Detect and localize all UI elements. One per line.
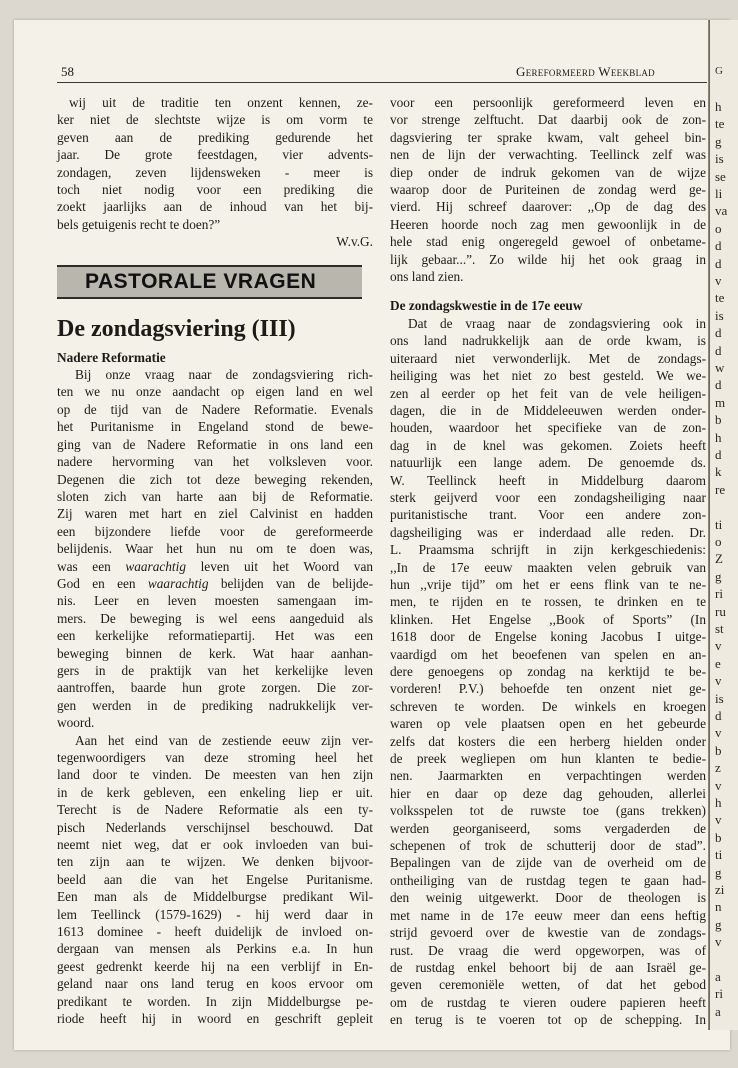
next-page-fragment: v	[715, 673, 722, 689]
paragraph	[390, 315, 706, 1029]
next-page-fragment: b	[715, 412, 722, 428]
text-line: Zij waren met hart en ziel Calvinist en hadden	[57, 506, 373, 522]
text-line: dagen, die in de Middeleeuwen werden onder-	[390, 402, 706, 418]
text-line: uiteraard niet verwonderlijk. Met de zondags-	[390, 350, 706, 366]
next-page-fragment: d	[715, 708, 722, 723]
text-line: jaar. De grote feestdagen, vier advents-	[57, 147, 373, 163]
text-line: aantroffen, baarde hun grote zorgen. Die zor-	[57, 680, 373, 696]
text-line: op de tijd van de Nadere Reformatie. Evenals	[57, 401, 373, 417]
next-page-fragment: o	[715, 220, 722, 236]
next-page-fragment: h	[715, 795, 722, 810]
next-page-fragment: te	[715, 290, 725, 306]
text-line: ons land zien.	[390, 269, 464, 285]
next-page-fragment: h	[715, 429, 722, 445]
text-line: rust. De vraag die werd opgeworpen, was of	[390, 942, 706, 958]
next-page-fragment: g	[715, 568, 722, 584]
paragraph	[390, 94, 706, 285]
text-line: Aan het eind van de zestiende eeuw zijn ver-	[75, 732, 373, 748]
text-line: Degenen die zich tot deze beweging rekenden,	[57, 471, 373, 487]
text-line: nis. Leer en leven moesten samengaan im-	[57, 593, 373, 609]
next-page-fragment: b	[715, 829, 722, 845]
text-line: Bij onze vraag naar de zondagsviering rich-	[75, 367, 373, 383]
text-line: nen de lijn der verwachting. Teellinck zelf was	[390, 147, 706, 163]
text-line: dagsheiliging was er inderdaad alle reden. Dr.	[390, 524, 706, 540]
paragraph	[57, 366, 373, 557]
next-page-fragment: d	[715, 342, 722, 358]
next-page-fragment: w	[715, 360, 725, 375]
right-column	[390, 94, 706, 1029]
text-line: natuurlijk een lange adem. De genoemde ds.	[390, 455, 706, 471]
paragraph	[57, 732, 373, 1028]
text-line: om de rustdag te vieren oudere papieren heeft	[390, 994, 706, 1010]
next-page-fragment: re	[715, 481, 726, 497]
text-line: Een man als de Middelburgse predikant Wil-	[57, 889, 373, 905]
text-line: lijk gebaar...”. Zo wilde hij het ook graag in	[390, 251, 706, 267]
text-line: den weinig uitgewerkt. Door de theologen is	[390, 890, 706, 906]
next-page-fragment: z	[715, 760, 721, 776]
text-line: men, te rijden en te rossen, te drinken en te	[390, 594, 706, 610]
text-line: 1613 dominee - heeft duidelijk de invloed on-	[57, 924, 373, 940]
text-line: gen werden in de prediking nadrukkelijk ver-	[57, 697, 373, 713]
subheading-nadere-reformatie: Nadere Reformatie	[57, 349, 166, 365]
text-line: ging van de Nadere Reformatie in ons land een	[57, 436, 373, 452]
text-line: puritanistische trant. Voor een andere zon-	[390, 507, 706, 523]
text-line: wij uit de traditie ten onzent kennen, ze-	[69, 95, 373, 110]
text-line: vor strenge zelftucht. Dat daarbij ook de zon-	[390, 112, 706, 128]
text-line: tegenwoordigers van deze stroming heel het	[57, 750, 373, 765]
text-line: waren op vele plaatsen open en het gebeurde	[390, 716, 706, 732]
text-line: hier en daar op deze dag gehouden, allerlei	[390, 785, 706, 801]
header-rule	[57, 82, 707, 83]
next-page-fragment: is	[715, 690, 724, 706]
text-line: het Puritanisme in Engeland stond de bewe-	[57, 419, 373, 435]
next-page-fragment: g	[715, 864, 722, 880]
next-page-fragment: d	[715, 255, 722, 271]
text-line: neemt niet weg, dat er ook invloeden van bui-	[57, 837, 373, 853]
text-line: heiliging was het niet zo best gesteld. We we-	[390, 368, 706, 384]
text-line: ten zijn aan te wijzen. We denken bijvoor-	[57, 854, 373, 870]
next-page-edge	[710, 20, 738, 1030]
next-page-fragment: e	[715, 655, 721, 671]
text-line: in de kerk gebleven, een enkeling liep er uit.	[57, 784, 373, 800]
text-line: W. Teellinck heeft in Middelburg daarom	[390, 472, 706, 488]
text-line: Dat de vraag naar de zondagsviering ook in	[408, 315, 706, 331]
text-line: ker niet de slechtste wijze is om vorm te	[57, 112, 373, 128]
text-line: ontheiliging van de rustdag tegen te gaan had-	[390, 872, 706, 888]
text-line: sloten zich van harte aan bij de Reformatie.	[57, 488, 373, 504]
text-line: geland naar ons land terug en koos ervoor om	[57, 976, 373, 992]
text-line: zelfs dat kosters die een herberg hielden onder	[390, 733, 706, 749]
next-page-fragment: v	[715, 777, 722, 793]
emphasis: waarachtig	[125, 558, 186, 574]
next-page-fragment: ri	[715, 586, 723, 602]
closing-quote	[57, 94, 373, 233]
text-line: hun ,,vrije tijd” om het er eens flink van te ne-	[390, 576, 706, 592]
next-page-fragment: a	[715, 1003, 721, 1019]
text-line: lem Teellinck (1579-1629) - hij werd daar in	[57, 906, 373, 922]
next-page-fragment: d	[715, 377, 722, 393]
text-line: pisch Nederlands verschijnsel beschouwd. Dat	[57, 819, 373, 835]
page-number: 58	[61, 64, 74, 79]
text-line: dagsviering ter sprake kwam, valt geheel bin-	[390, 129, 706, 145]
text-line: riode heeft hij in woord en geschrift gepleit	[57, 1011, 373, 1027]
next-page-fragment: m	[715, 394, 726, 410]
text-line: nen. Jaarmarkten en verpachtingen werden	[390, 768, 706, 784]
section-label: PASTORALE VRAGEN	[85, 269, 317, 293]
text-line: geest gedrenkt keerde hij na een verblijf in En-	[57, 958, 373, 974]
text-line: belijdenis. Waar het hun nu om te doen was,	[57, 541, 373, 557]
next-page-fragment: v	[715, 638, 722, 654]
text-line: strijd gevoerd over de kwestie van de zondags-	[390, 925, 706, 941]
text-line: schreven te worden. De winkels en kroegen	[390, 698, 706, 714]
text-line: de rustdag enkel behoort bij de aan Israël ge-	[390, 959, 706, 975]
next-page-fragment: b	[715, 742, 722, 758]
section-banner	[57, 265, 362, 299]
text-line: zoekt jaarlijks aan de inhoud van het bij-	[57, 199, 373, 215]
next-page-header-fragment: G	[715, 65, 723, 77]
text-line: dergaan van mensen als Perkins e.a. In hun	[57, 941, 373, 957]
next-page-fragment: v	[715, 273, 722, 288]
next-page-fragment: d	[715, 325, 722, 341]
next-page-fragment: a	[715, 969, 721, 984]
text-line: L. Praamsma schrijft in zijn kerkgeschiedenis:	[390, 542, 706, 558]
text-line: land door te vinden. De meesten van hen zijn	[57, 767, 373, 783]
text-line: een kerkelijke reformatiepartij. Het was een	[57, 628, 373, 644]
text-line: ons land nadrukkelijk aan de orde kwam, is	[390, 333, 706, 349]
text-line: predikant te worden. In zijn Middelburgse pe-	[57, 993, 373, 1009]
text-line: ten we nu onze aandacht op eigen land en wel	[57, 384, 373, 400]
next-page-fragment: o	[715, 534, 722, 549]
text-line: een bijzondere liefde voor de gereformeerde	[57, 523, 373, 539]
next-page-fragment: d	[715, 238, 722, 254]
text-line: vaardigd om het beoefenen van spelen en an-	[390, 646, 706, 662]
text-line: dere genoegens op zondag na kerktijd te be-	[390, 664, 706, 679]
text-line: Heeren hoorde noch zag men gewoonlijk in de	[390, 216, 706, 232]
next-page-fragment: Z	[715, 551, 723, 567]
next-page-fragment: va	[715, 203, 728, 219]
text-line: volksspelen tot de ruwste toe (gans trekken)	[390, 803, 706, 819]
text-line: waarop door de Puriteinen de zondag werd ge-	[390, 182, 706, 198]
text-line: God en een waarachtig belijden van de belijde-	[57, 575, 374, 591]
next-page-fragment: se	[715, 168, 726, 184]
next-page-fragment: n	[715, 899, 722, 915]
next-page-fragment: v	[715, 725, 722, 741]
text-line: beweging binnen de kerk. Wat haar aanhan-	[57, 645, 373, 661]
text-line: beeld aan die van het Engelse Puritanisme.	[57, 871, 373, 887]
text-line: houden, waardoor het specifieke van de zon-	[390, 420, 706, 436]
text-line: zen al eerder op het feit van de vele heiligen-	[390, 385, 706, 401]
text-line: schepenen of trok de schutterij door de stad”.	[390, 838, 706, 854]
next-page-fragment: v	[715, 934, 722, 950]
text-line: Terecht is de Nadere Reformatie als een ty-	[57, 802, 373, 818]
next-page-fragment: k	[715, 464, 722, 480]
author-signature: W.v.G.	[336, 234, 373, 250]
next-page-fragment: li	[715, 186, 723, 201]
next-page-fragment: zi	[715, 882, 725, 897]
text-line: zondagen, zeven lijdensweken - meer is	[57, 164, 373, 180]
text-line: klinken. Het Engelse ,,Book of Sports” (In	[390, 611, 706, 627]
subheading-zondagskwestie: De zondagskwestie in de 17e eeuw	[390, 298, 583, 314]
text-line: gers in de praktijk van het kerkelijke leven	[57, 662, 373, 678]
emphasis: waarachtig	[147, 575, 209, 591]
text-line: dag in de knel was gekomen. Zoiets heeft	[390, 437, 706, 453]
article-title: De zondagsviering (III)	[57, 315, 296, 342]
text-line: was een waarachtig leven uit het Woord van	[57, 558, 374, 574]
text-line: Bepalingen van de zijde van de overheid om de	[390, 855, 706, 871]
next-page-fragment: ru	[715, 603, 726, 619]
next-page-fragment: ri	[715, 986, 723, 1002]
text-line: geven ceremoniële wetten, of dat het gebod	[390, 977, 706, 993]
text-line: met name in de 17e eeuw meer dan eens heftig	[390, 907, 706, 923]
next-page-fragment: is	[715, 307, 724, 323]
next-page-fragment: h	[715, 99, 722, 114]
left-column	[57, 94, 373, 1028]
next-page-fragment: v	[715, 812, 722, 828]
text-line: werden georganiseerd, soms vergaderden de	[390, 820, 706, 836]
paragraph	[57, 592, 373, 731]
journal-title: Gereformeerd Weekblad	[516, 64, 655, 79]
text-line: hele stad enig ongeregeld gewoel of onbetame-	[390, 234, 706, 250]
next-page-fragment: g	[715, 916, 722, 932]
text-line: en terug is te voeren tot op de schepping. In	[390, 1012, 706, 1028]
next-page-fragment: ti	[715, 516, 723, 532]
text-line: nadere hervorming van het volksleven voor.	[57, 454, 373, 470]
text-line: voor een persoonlijk gereformeerd leven en	[390, 95, 706, 110]
text-line: geven aan de prediking gedurende het	[57, 129, 373, 145]
text-line: vierd. Hij schreef daarover: ,,Op de dag des	[390, 199, 706, 215]
text-line: woord.	[57, 715, 95, 731]
text-line: bels getuigenis recht te doen?”	[57, 216, 221, 232]
text-line: 1618 door de Engelse koning Jacobus I uitge-	[390, 629, 706, 645]
next-page-fragment: ti	[715, 847, 723, 863]
text-line: ,,In de 17e eeuw maakten velen gebruik van	[390, 559, 706, 575]
text-line: sterk geijverd voor een zondagsheiliging naar	[390, 489, 706, 505]
next-page-fragment: g	[715, 133, 722, 149]
next-page-fragment: te	[715, 116, 725, 132]
text-line: de preek wegliepen om hun klanten te bedie-	[390, 751, 706, 767]
text-line: mers. De beweging is wel eens aangeduid als	[57, 610, 373, 626]
text-line: toch niet nodig voor een prediking die	[57, 182, 373, 198]
text-line: diep onder de indruk gekomen van de wijze	[390, 164, 706, 180]
text-line: vorderen! P.V.) behoefde ten onzent niet ge-	[390, 681, 706, 697]
next-page-fragment: d	[715, 447, 722, 462]
next-page-fragment: st	[715, 621, 724, 636]
next-page-fragment: is	[715, 151, 724, 167]
